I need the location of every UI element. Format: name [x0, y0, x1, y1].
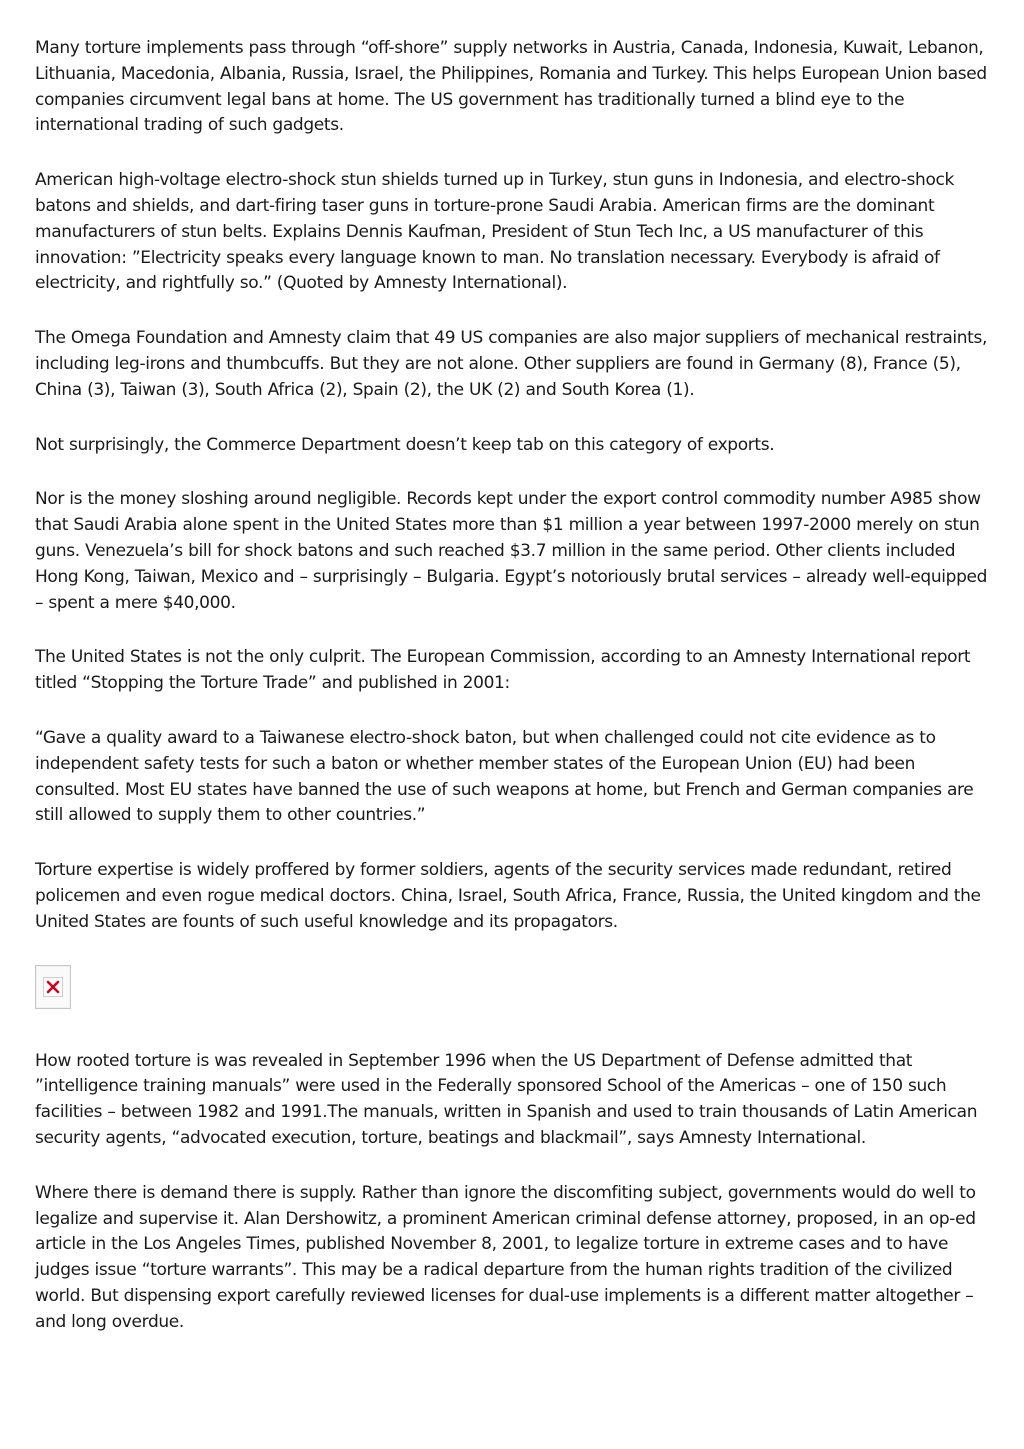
paragraph-quality-award-quote: “Gave a quality award to a Taiwanese electro-shock baton, but when challenged could not cite evidence as to independent safety tests for such a baton or whether member states of the European Union (EU) had been consulted. Most EU states have banned the use of such weapons at home, but French and German companies are still allowed to supply them to other countries.” — [35, 727, 974, 826]
paragraph-demand-supply: Where there is demand there is supply. Rather than ignore the discomfiting subject, governments would do well to legalize and supervise it. Alan Dershowitz, a prominent American criminal defense attorney, proposed, in an op-ed article in the Los Angeles Times, published November 8, 2001, to legalize torture in extreme cases and to have judges issue “torture warrants”. This may be a radical departure from the human rights tradition of the civilized world. But dispensing export carefully reviewed licenses for dual-use implements is a different matter altogether – and long overdue. — [35, 1182, 976, 1332]
paragraph-mechanical-restraints: The Omega Foundation and Amnesty claim that 49 US companies are also major suppliers of mechanical restraints, including leg-irons and thumbcuffs. But they are not alone. Other suppliers are found in Germany (8), France (5), China (3), Taiwan (3), South Africa (2), Spain (2), the UK (2) and South Korea (1). — [35, 328, 988, 400]
broken-image-placeholder — [35, 965, 71, 1009]
article-body — [35, 36, 995, 1364]
paragraph-offshore-supply: Many torture implements pass through “off-shore” supply networks in Austria, Canada, Indonesia, Kuwait, Lebanon, Lithuania, Macedonia, Albania, Russia, Israel, the Philippines, Romania and Turkey. This helps European Union based companies circumvent legal bans at home. The US government has traditionally turned a blind eye to the international trading of such gadgets. — [35, 38, 987, 136]
paragraph-american-stun-devices: American high-voltage electro-shock stun shields turned up in Turkey, stun guns in Indonesia, and electro-shock batons and shields, and dart-firing taser guns in torture-prone Saudi Arabia. American firms are the dominant manufacturers of stun belts. Explains Dennis Kaufman, President of Stun Tech Inc, a US manufacturer of this innovation: ”Electricity speaks every language known to man. No translation necessary. Everybody is afraid of electricity, and rightfully so.” (Quoted by Amnesty International). — [35, 170, 955, 294]
broken-image-icon — [43, 977, 63, 997]
paragraph-european-commission: The United States is not the only culprit. The European Commission, according to an Amnesty International report titled “Stopping the Torture Trade” and published in 2001: — [35, 647, 971, 694]
paragraph-torture-expertise: Torture expertise is widely proffered by former soldiers, agents of the security services made redundant, retired policemen and even rogue medical doctors. China, Israel, South Africa, France, Russia, the United kingdom and the United States are founts of such useful knowledge and its propagators. — [35, 860, 981, 932]
paragraph-money-spent: Nor is the money sloshing around negligible. Records kept under the export control commodity number A985 show that Saudi Arabia alone spent in the United States more than $1 million a year between 1997-2000 merely on stun guns. Venezuela’s bill for shock batons and such reached $3.7 million in the same period. Other clients included Hong Kong, Taiwan, Mexico and – surprisingly – Bulgaria. Egypt’s notoriously brutal services – already well-equipped – spent a mere $40,000. — [35, 489, 988, 613]
paragraph-commerce-department: Not surprisingly, the Commerce Department doesn’t keep tab on this category of exports. — [35, 434, 775, 455]
paragraph-training-manuals: How rooted torture is was revealed in September 1996 when the US Department of Defense admitted that ”intelligence training manuals” were used in the Federally sponsored School of the Americas – one of 150 such facilities – between 1982 and 1991.The manuals, written in Spanish and used to train thousands of Latin American security agents, “advocated execution, torture, beatings and blackmail”, says Amnesty International. — [35, 1050, 978, 1148]
